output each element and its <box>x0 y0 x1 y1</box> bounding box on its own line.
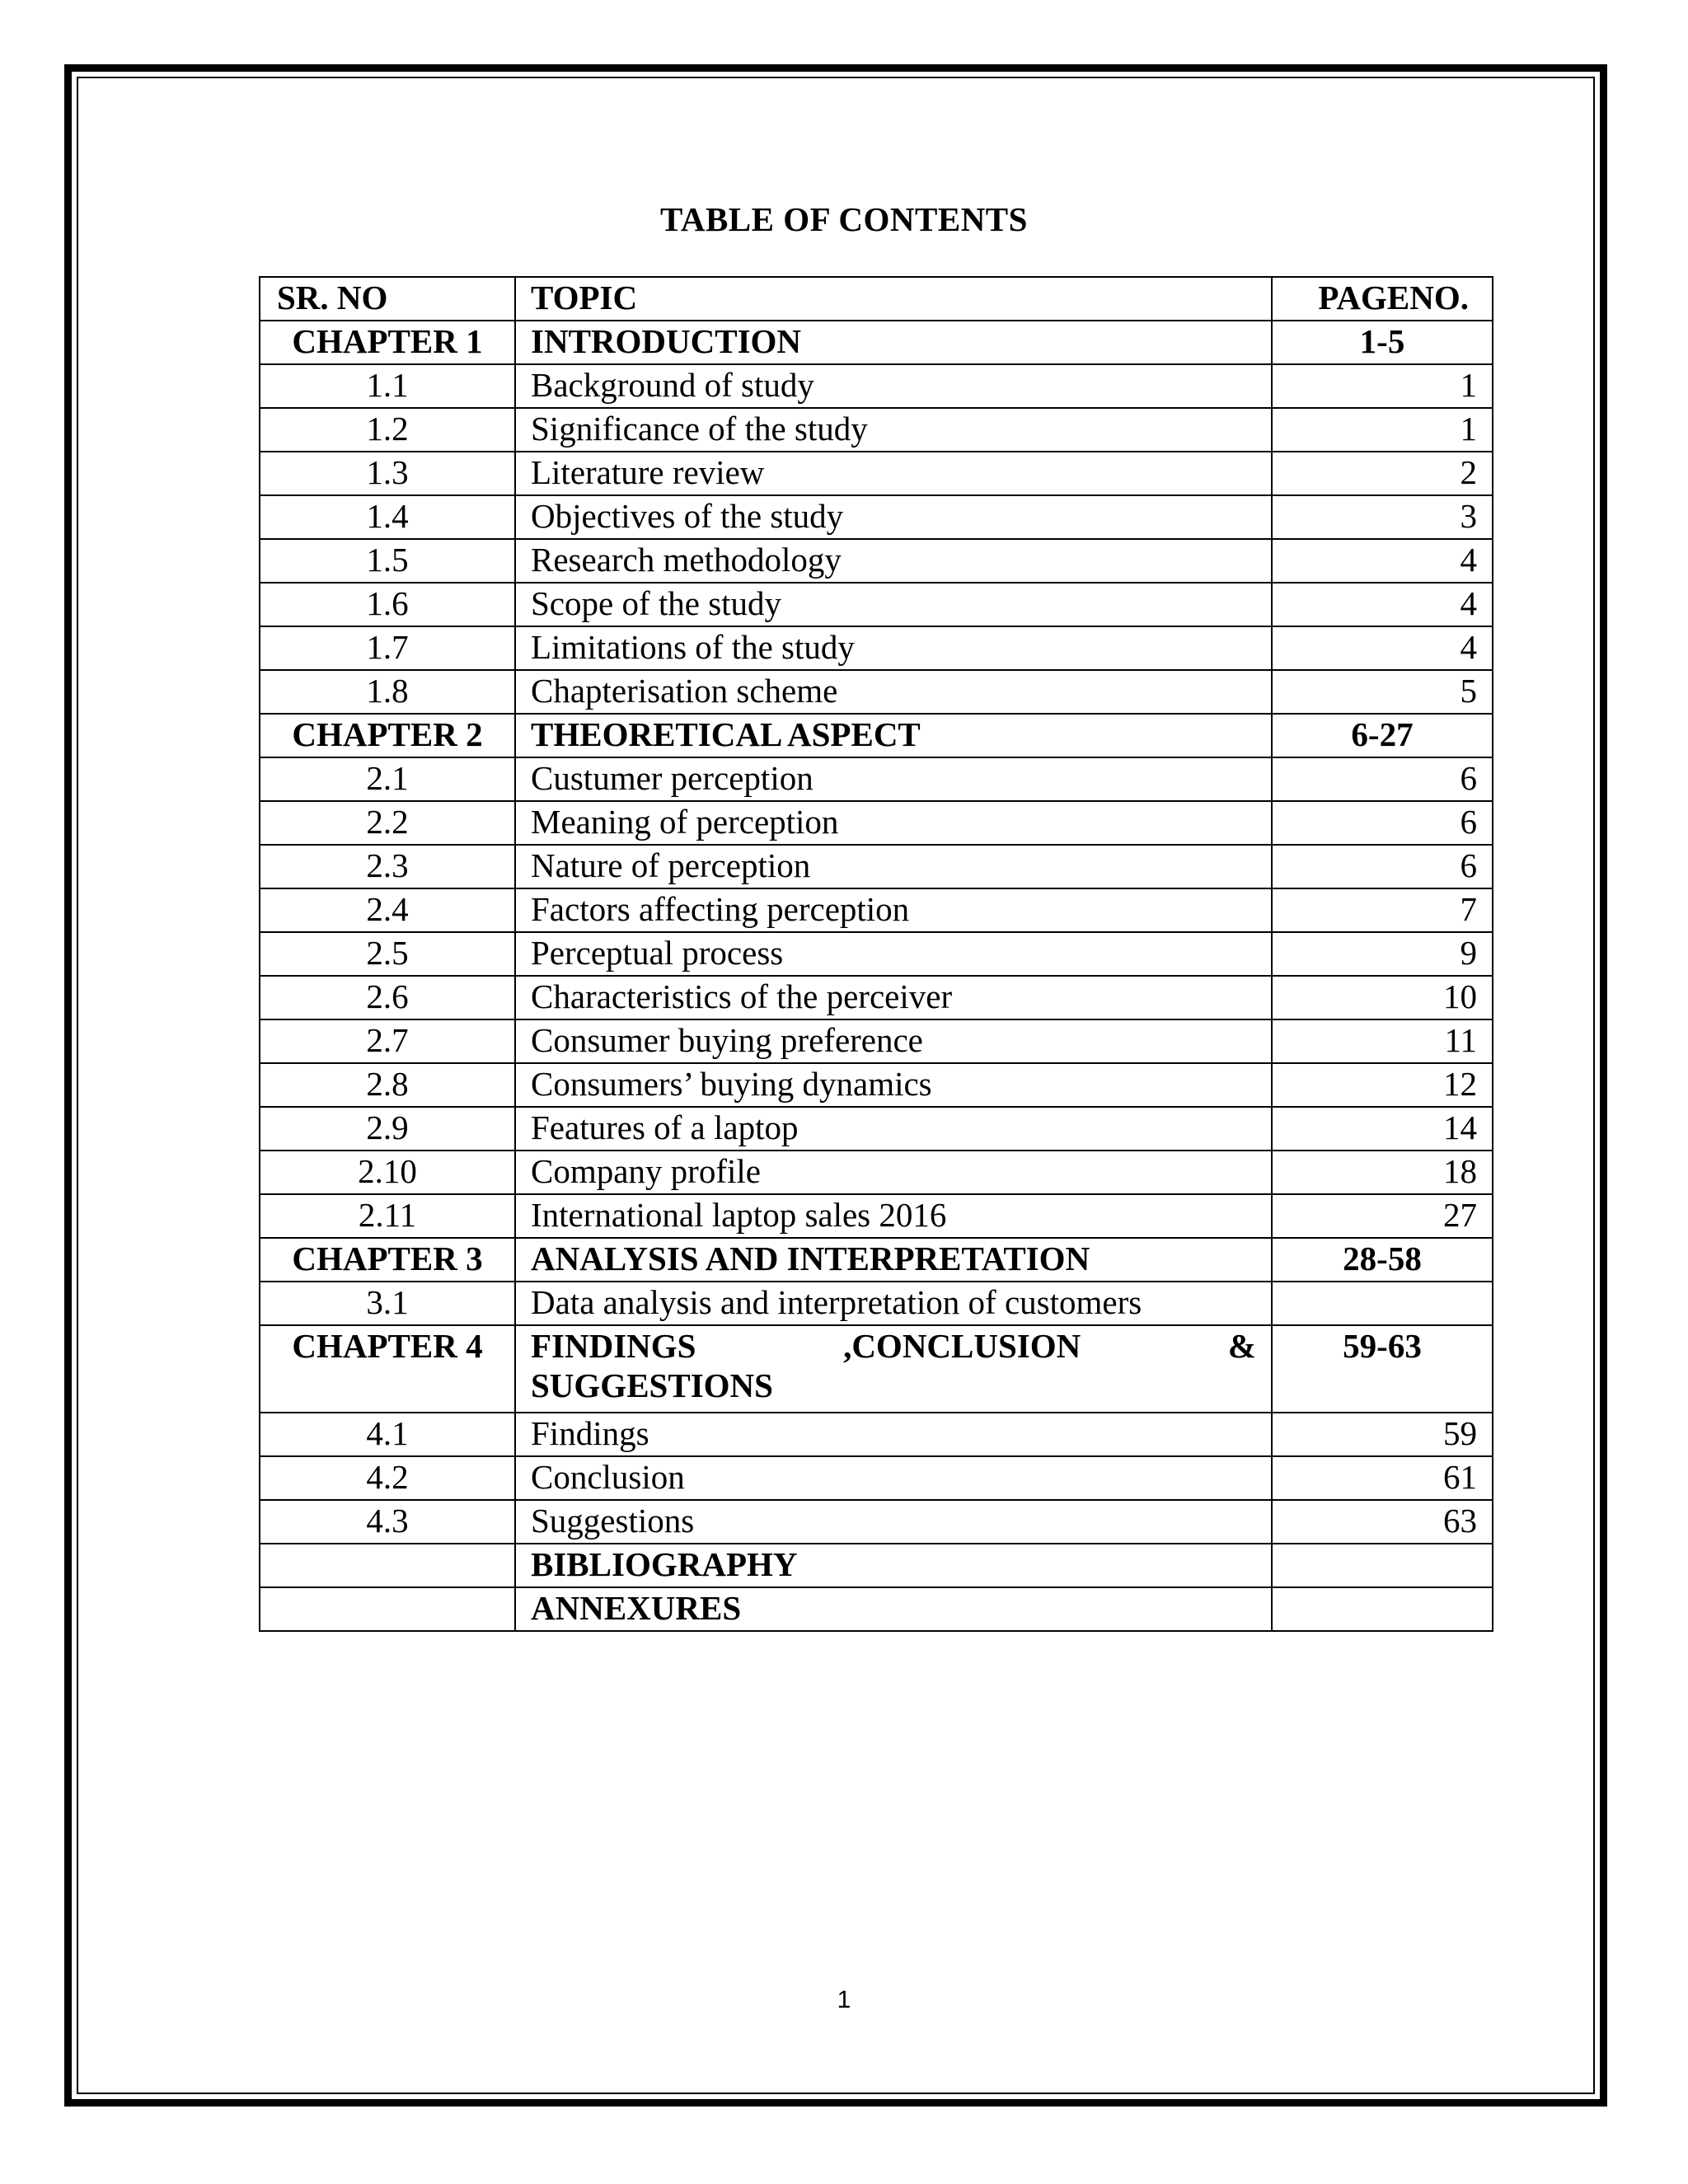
row-sr-no: 4.3 <box>260 1500 515 1544</box>
row-page-no: 63 <box>1272 1500 1493 1544</box>
row-sr-no: 1.4 <box>260 495 515 539</box>
row-topic: Literature review <box>515 452 1272 495</box>
row-page-no: 27 <box>1272 1194 1493 1238</box>
row-page-no: 4 <box>1272 539 1493 583</box>
row-topic: Background of study <box>515 364 1272 408</box>
row-sr-no: 1.1 <box>260 364 515 408</box>
row-topic: Scope of the study <box>515 583 1272 626</box>
row-sr-no: 3.1 <box>260 1282 515 1325</box>
row-page-no: 14 <box>1272 1107 1493 1151</box>
row-page-no: 59-63 <box>1272 1325 1493 1413</box>
row-sr-no: 2.1 <box>260 757 515 801</box>
row-sr-no: 2.4 <box>260 888 515 932</box>
table-row <box>260 1587 1493 1631</box>
row-sr-no: 1.7 <box>260 626 515 670</box>
table-row <box>260 1019 1493 1063</box>
row-page-no: 4 <box>1272 583 1493 626</box>
row-topic <box>515 1325 1272 1413</box>
row-topic: THEORETICAL ASPECT <box>515 714 1272 757</box>
row-sr-no: 2.5 <box>260 932 515 976</box>
row-topic-line2: SUGGESTIONS <box>531 1366 773 1404</box>
row-sr-no: 4.2 <box>260 1456 515 1500</box>
table-row <box>260 1194 1493 1238</box>
table-row <box>260 408 1493 452</box>
row-topic-part: ,CONCLUSION <box>843 1327 1081 1365</box>
row-page-no: 11 <box>1272 1019 1493 1063</box>
toc-header-row <box>260 277 1493 321</box>
row-page-no <box>1272 1544 1493 1587</box>
table-row <box>260 364 1493 408</box>
header-page-no: PAGENO. <box>1272 277 1493 321</box>
row-page-no: 1 <box>1272 364 1493 408</box>
row-page-no: 1 <box>1272 408 1493 452</box>
row-page-no: 3 <box>1272 495 1493 539</box>
table-row <box>260 1544 1493 1587</box>
row-topic-part: FINDINGS <box>531 1327 696 1365</box>
table-row <box>260 1063 1493 1107</box>
table-row <box>260 1238 1493 1282</box>
row-topic: ANNEXURES <box>515 1587 1272 1631</box>
row-page-no <box>1272 1587 1493 1631</box>
table-of-contents <box>259 276 1493 1632</box>
row-page-no: 1-5 <box>1272 321 1493 364</box>
row-topic: Data analysis and interpretation of customers <box>515 1282 1272 1325</box>
row-topic: Consumer buying preference <box>515 1019 1272 1063</box>
row-page-no: 61 <box>1272 1456 1493 1500</box>
row-topic: Suggestions <box>515 1500 1272 1544</box>
row-sr-no: 2.8 <box>260 1063 515 1107</box>
table-row <box>260 1456 1493 1500</box>
row-topic: Limitations of the study <box>515 626 1272 670</box>
row-sr-no: 2.11 <box>260 1194 515 1238</box>
row-page-no <box>1272 1282 1493 1325</box>
row-page-no: 2 <box>1272 452 1493 495</box>
row-page-no: 10 <box>1272 976 1493 1019</box>
row-topic: Custumer perception <box>515 757 1272 801</box>
row-sr-no: CHAPTER 2 <box>260 714 515 757</box>
row-topic: Significance of the study <box>515 408 1272 452</box>
row-page-no: 18 <box>1272 1151 1493 1194</box>
table-row <box>260 670 1493 714</box>
toc-body <box>260 277 1493 1631</box>
row-sr-no: 1.6 <box>260 583 515 626</box>
table-row <box>260 1282 1493 1325</box>
row-page-no: 12 <box>1272 1063 1493 1107</box>
table-row <box>260 757 1493 801</box>
row-sr-no: CHAPTER 3 <box>260 1238 515 1282</box>
row-sr-no: CHAPTER 1 <box>260 321 515 364</box>
row-topic: ANALYSIS AND INTERPRETATION <box>515 1238 1272 1282</box>
row-sr-no: CHAPTER 4 <box>260 1325 515 1413</box>
table-row <box>260 583 1493 626</box>
row-sr-no: 1.2 <box>260 408 515 452</box>
row-page-no: 9 <box>1272 932 1493 976</box>
row-sr-no: 1.3 <box>260 452 515 495</box>
row-topic: Consumers’ buying dynamics <box>515 1063 1272 1107</box>
row-sr-no: 2.3 <box>260 845 515 888</box>
header-sr-no: SR. NO <box>260 277 515 321</box>
row-topic: Research methodology <box>515 539 1272 583</box>
row-sr-no: 2.9 <box>260 1107 515 1151</box>
row-topic: International laptop sales 2016 <box>515 1194 1272 1238</box>
row-sr-no <box>260 1587 515 1631</box>
row-topic-line1 <box>531 1326 1256 1366</box>
page-number: 1 <box>837 1986 851 2013</box>
table-row <box>260 801 1493 845</box>
table-row <box>260 321 1493 364</box>
table-row <box>260 626 1493 670</box>
row-topic: Nature of perception <box>515 845 1272 888</box>
row-topic: Meaning of perception <box>515 801 1272 845</box>
row-topic: BIBLIOGRAPHY <box>515 1544 1272 1587</box>
table-row <box>260 845 1493 888</box>
row-sr-no: 4.1 <box>260 1413 515 1456</box>
row-page-no: 7 <box>1272 888 1493 932</box>
row-sr-no: 1.5 <box>260 539 515 583</box>
row-page-no: 6 <box>1272 801 1493 845</box>
row-page-no: 6 <box>1272 757 1493 801</box>
row-sr-no: 2.2 <box>260 801 515 845</box>
row-topic: Chapterisation scheme <box>515 670 1272 714</box>
row-page-no: 28-58 <box>1272 1238 1493 1282</box>
table-row <box>260 888 1493 932</box>
table-row <box>260 976 1493 1019</box>
row-sr-no: 1.8 <box>260 670 515 714</box>
table-row <box>260 539 1493 583</box>
row-topic: Characteristics of the perceiver <box>515 976 1272 1019</box>
row-topic: Objectives of the study <box>515 495 1272 539</box>
row-sr-no: 2.7 <box>260 1019 515 1063</box>
row-sr-no: 2.10 <box>260 1151 515 1194</box>
table-row <box>260 495 1493 539</box>
table-row <box>260 1500 1493 1544</box>
row-topic: Factors affecting perception <box>515 888 1272 932</box>
row-topic: Findings <box>515 1413 1272 1456</box>
table-row <box>260 1151 1493 1194</box>
row-page-no: 6-27 <box>1272 714 1493 757</box>
row-topic: Features of a laptop <box>515 1107 1272 1151</box>
row-page-no: 59 <box>1272 1413 1493 1456</box>
row-topic-part: & <box>1227 1327 1256 1365</box>
row-topic: Company profile <box>515 1151 1272 1194</box>
row-topic: Perceptual process <box>515 932 1272 976</box>
table-row <box>260 452 1493 495</box>
row-page-no: 4 <box>1272 626 1493 670</box>
row-sr-no <box>260 1544 515 1587</box>
header-topic: TOPIC <box>515 277 1272 321</box>
row-sr-no: 2.6 <box>260 976 515 1019</box>
document-title: TABLE OF CONTENTS <box>660 200 1028 238</box>
row-topic: INTRODUCTION <box>515 321 1272 364</box>
table-row <box>260 932 1493 976</box>
table-row <box>260 1107 1493 1151</box>
row-topic: Conclusion <box>515 1456 1272 1500</box>
row-page-no: 5 <box>1272 670 1493 714</box>
table-row <box>260 1413 1493 1456</box>
table-row <box>260 714 1493 757</box>
row-page-no: 6 <box>1272 845 1493 888</box>
table-row <box>260 1325 1493 1413</box>
